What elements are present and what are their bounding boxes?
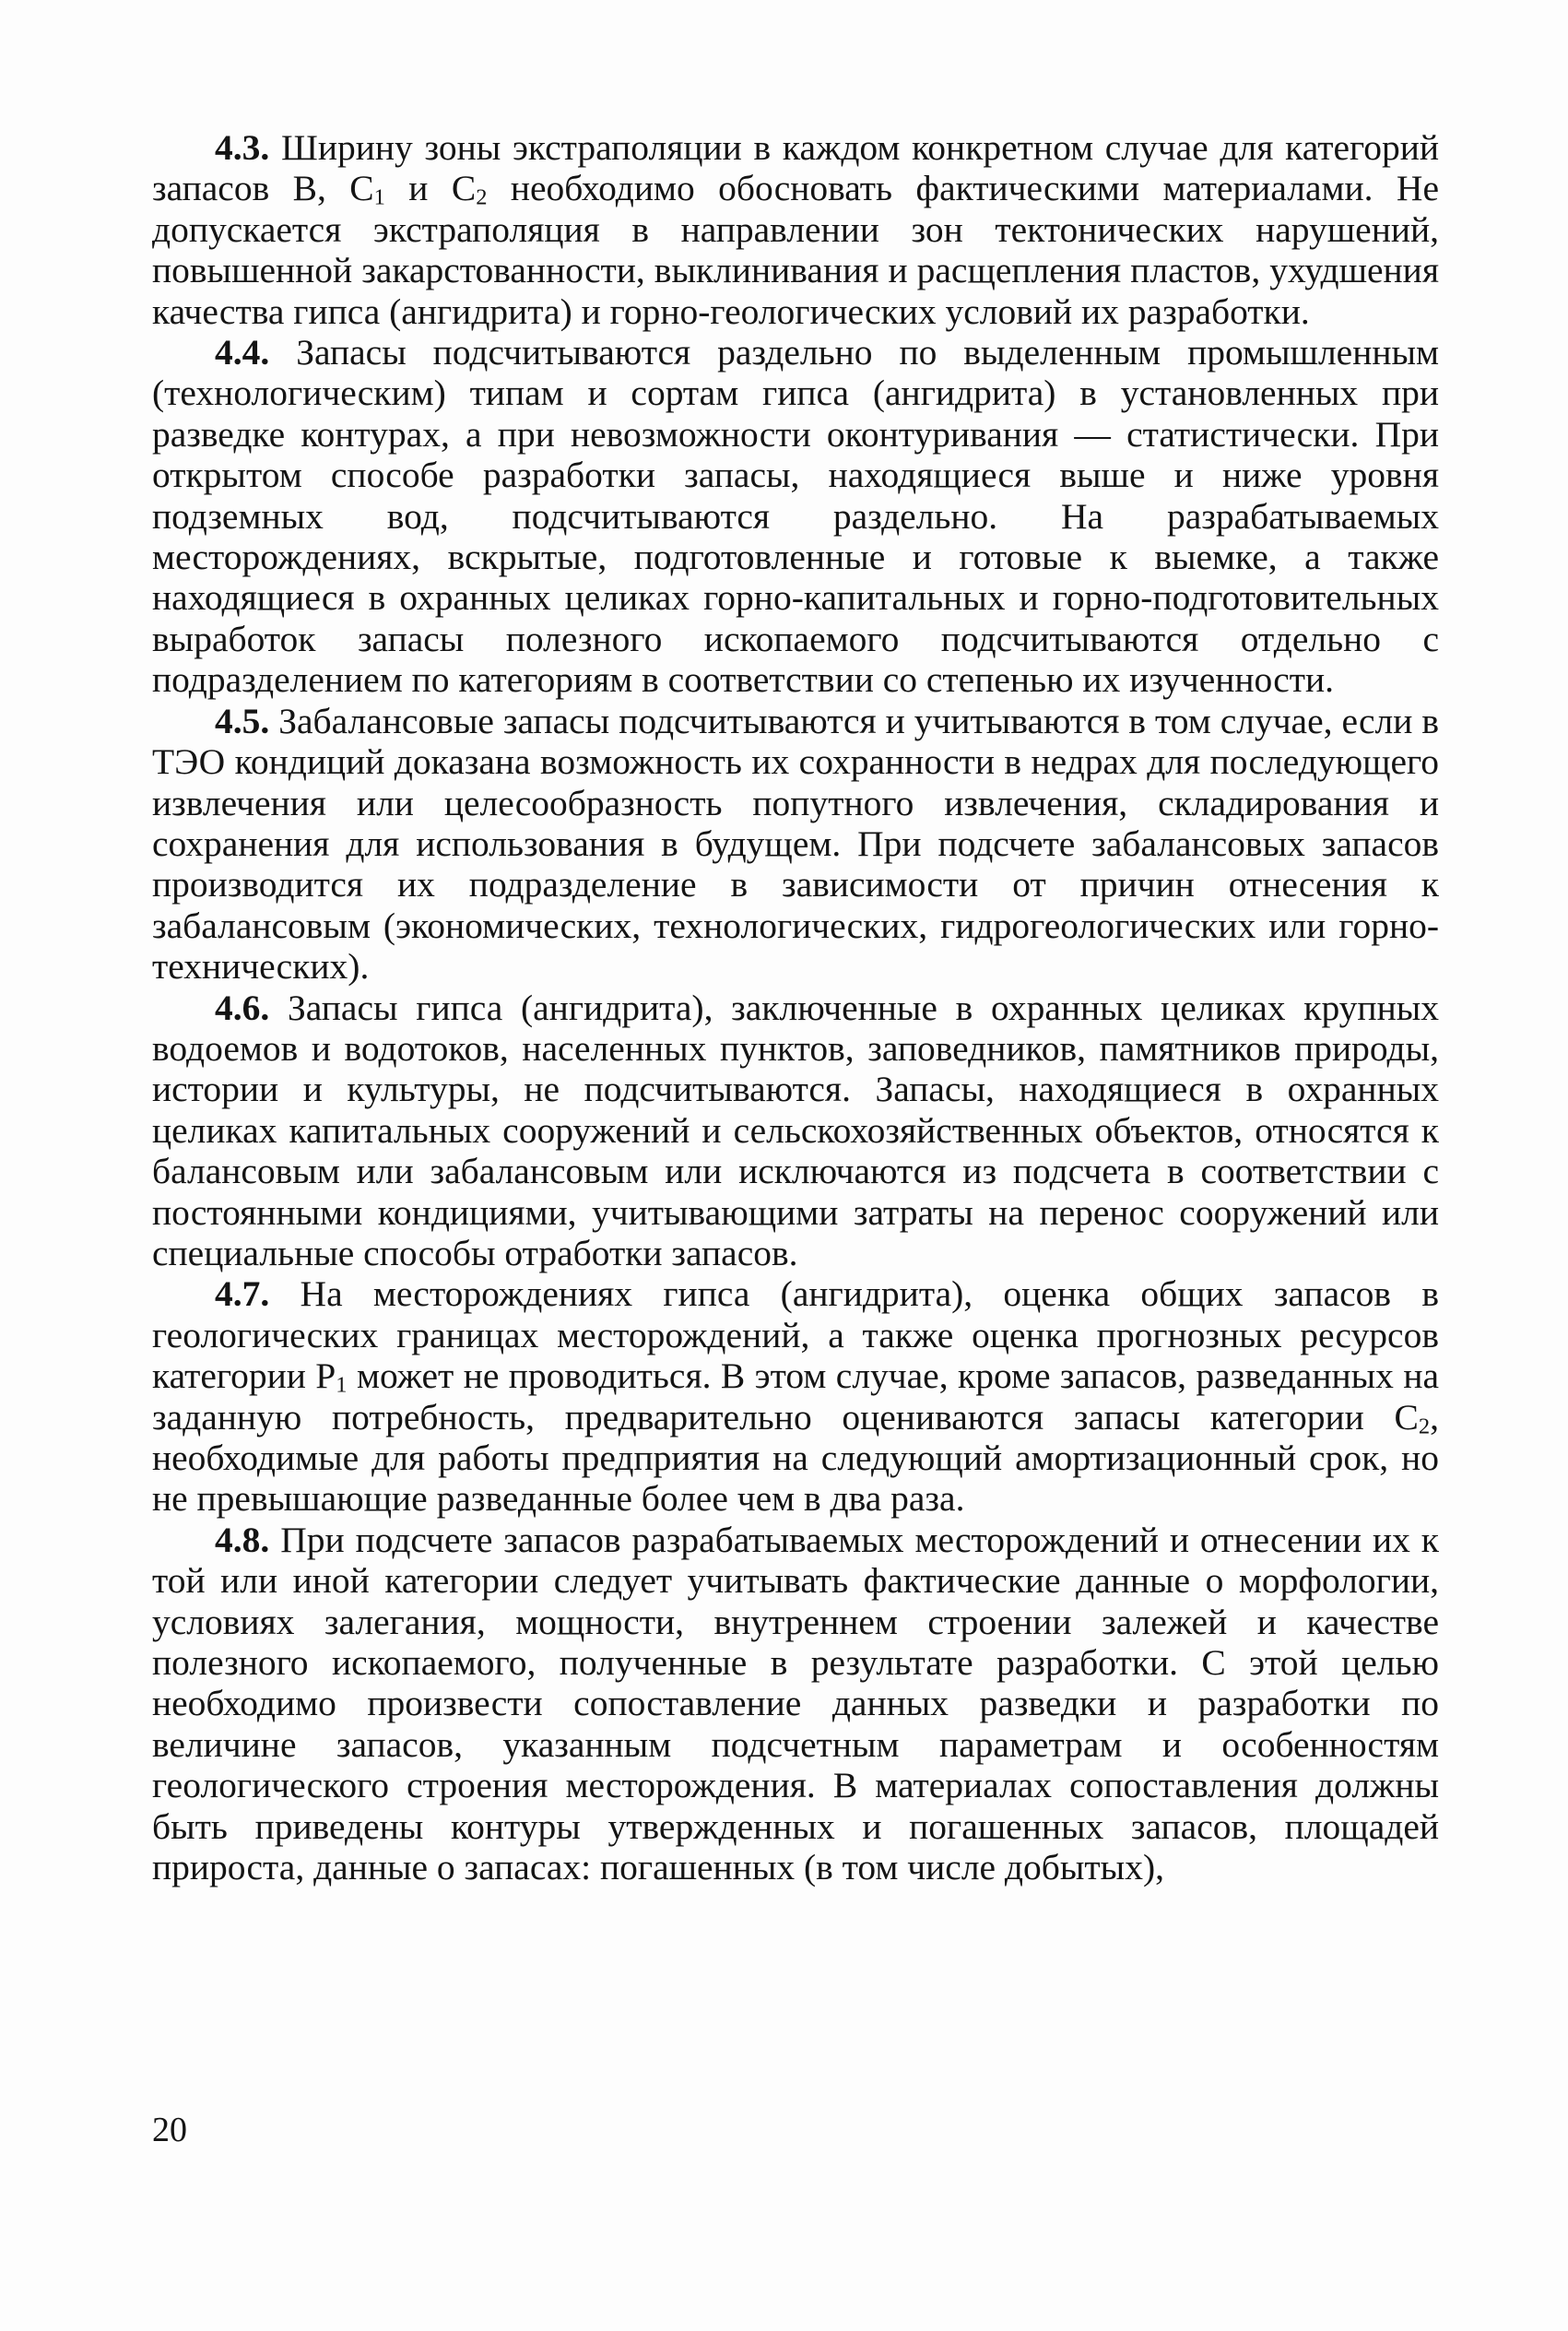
paragraph-4-4: 4.4. Запасы подсчитываются раздельно по выделенным промышленным (технологическим) типам и сортам гипса (ангидрита) в установленных при разведке контурах, а при невозможности оконтуривания — статистически. При открытом способе разработки запасы, находящиеся выше и ниже уровня подземных вод, подсчитываются раздельно. На разрабатываемых месторождениях, вскрытые, подготовленные и готовые к выемке, а также находящиеся в охранных целиках горно-капитальных и горно-подготовительных выработок запасы полезного ископаемого подсчитываются отдельно с подразделением по категориям в соответствии со степенью их изученности. [152, 332, 1440, 701]
paragraph-4-3: 4.3. Ширину зоны экстраполяции в каждом конкретном случае для категорий запасов В, $С_1$ и $С_2$ необходимо обосновать фактическими материалами. Не допускается экстраполяция в направлении зон тектонических нарушений, повышенной закарстованности, выклинивания и расщепления пластов, ухудшения качества гипса (ангидрита) и горно-геологических условий их разработки. [152, 127, 1439, 332]
paragraph-4-5: 4.5. Забалансовые запасы подсчитываются и учитываются в том случае, если в ТЭО кондиций доказана возможность их сохранности в недрах для последующего извлечения или целесообразность попутного извлечения, складирования и сохранения для использования в будущем. При подсчете забалансовых запасов производится их подразделение в зависимости от причин отнесения к забалансовым (экономических, технологических, гидрогеологических или горно-технических). [152, 700, 1439, 988]
paragraph-number: 4.7. [215, 1273, 270, 1315]
paragraph-number: 4.8. [215, 1519, 270, 1560]
paragraph-number: 4.3. [215, 127, 270, 168]
paragraph-4-8: 4.8. При подсчете запасов разрабатываемых месторождений и отнесении их к той или иной категории следует учитывать фактические данные о морфологии, условиях залегания, мощности, внутреннем строении залежей и качестве полезного ископаемого, полученные в результате разработки. С этой целью необходимо произвести сопоставление данных разведки и разработки по величине запасов, указанным подсчетным параметрам и особенностям геологического строения месторождения. В материалах сопоставления должны быть приведены контуры утвержденных и погашенных запасов, площадей прироста, данные о запасах: погашенных (в том числе добытых), [152, 1519, 1439, 1888]
paragraph-number: 4.4. [215, 332, 270, 373]
page-number: 20 [152, 2111, 187, 2149]
text-body [152, 127, 1439, 1887]
paragraph-4-7: 4.7. На месторождениях гипса (ангидрита), оценка общих запасов в геологических границах месторождений, а также оценка прогнозных ресурсов категории $Р_1$ может не проводиться. В этом случае, кроме запасов, разведанных на заданную потребность, предварительно оцениваются запасы категории $С_2$, необходимые для работы предприятия на следующий амортизационный срок, но не превышающие разведанные более чем в два раза. [152, 1273, 1439, 1520]
paragraph-number: 4.6. [215, 987, 270, 1028]
paragraph-4-6: 4.6. Запасы гипса (ангидрита), заключенные в охранных целиках крупных водоемов и водотоков, населенных пунктов, заповедников, памятников природы, истории и культуры, не подсчитываются. Запасы, находящиеся в охранных целиках капитальных сооружений и сельскохозяйственных объектов, относятся к балансовым или забалансовым или исключаются из подсчета в соответствии с постоянными кондициями, учитывающими затраты на перенос сооружений или специальные способы отработки запасов. [152, 987, 1439, 1273]
paragraph-number: 4.5. [215, 700, 270, 741]
